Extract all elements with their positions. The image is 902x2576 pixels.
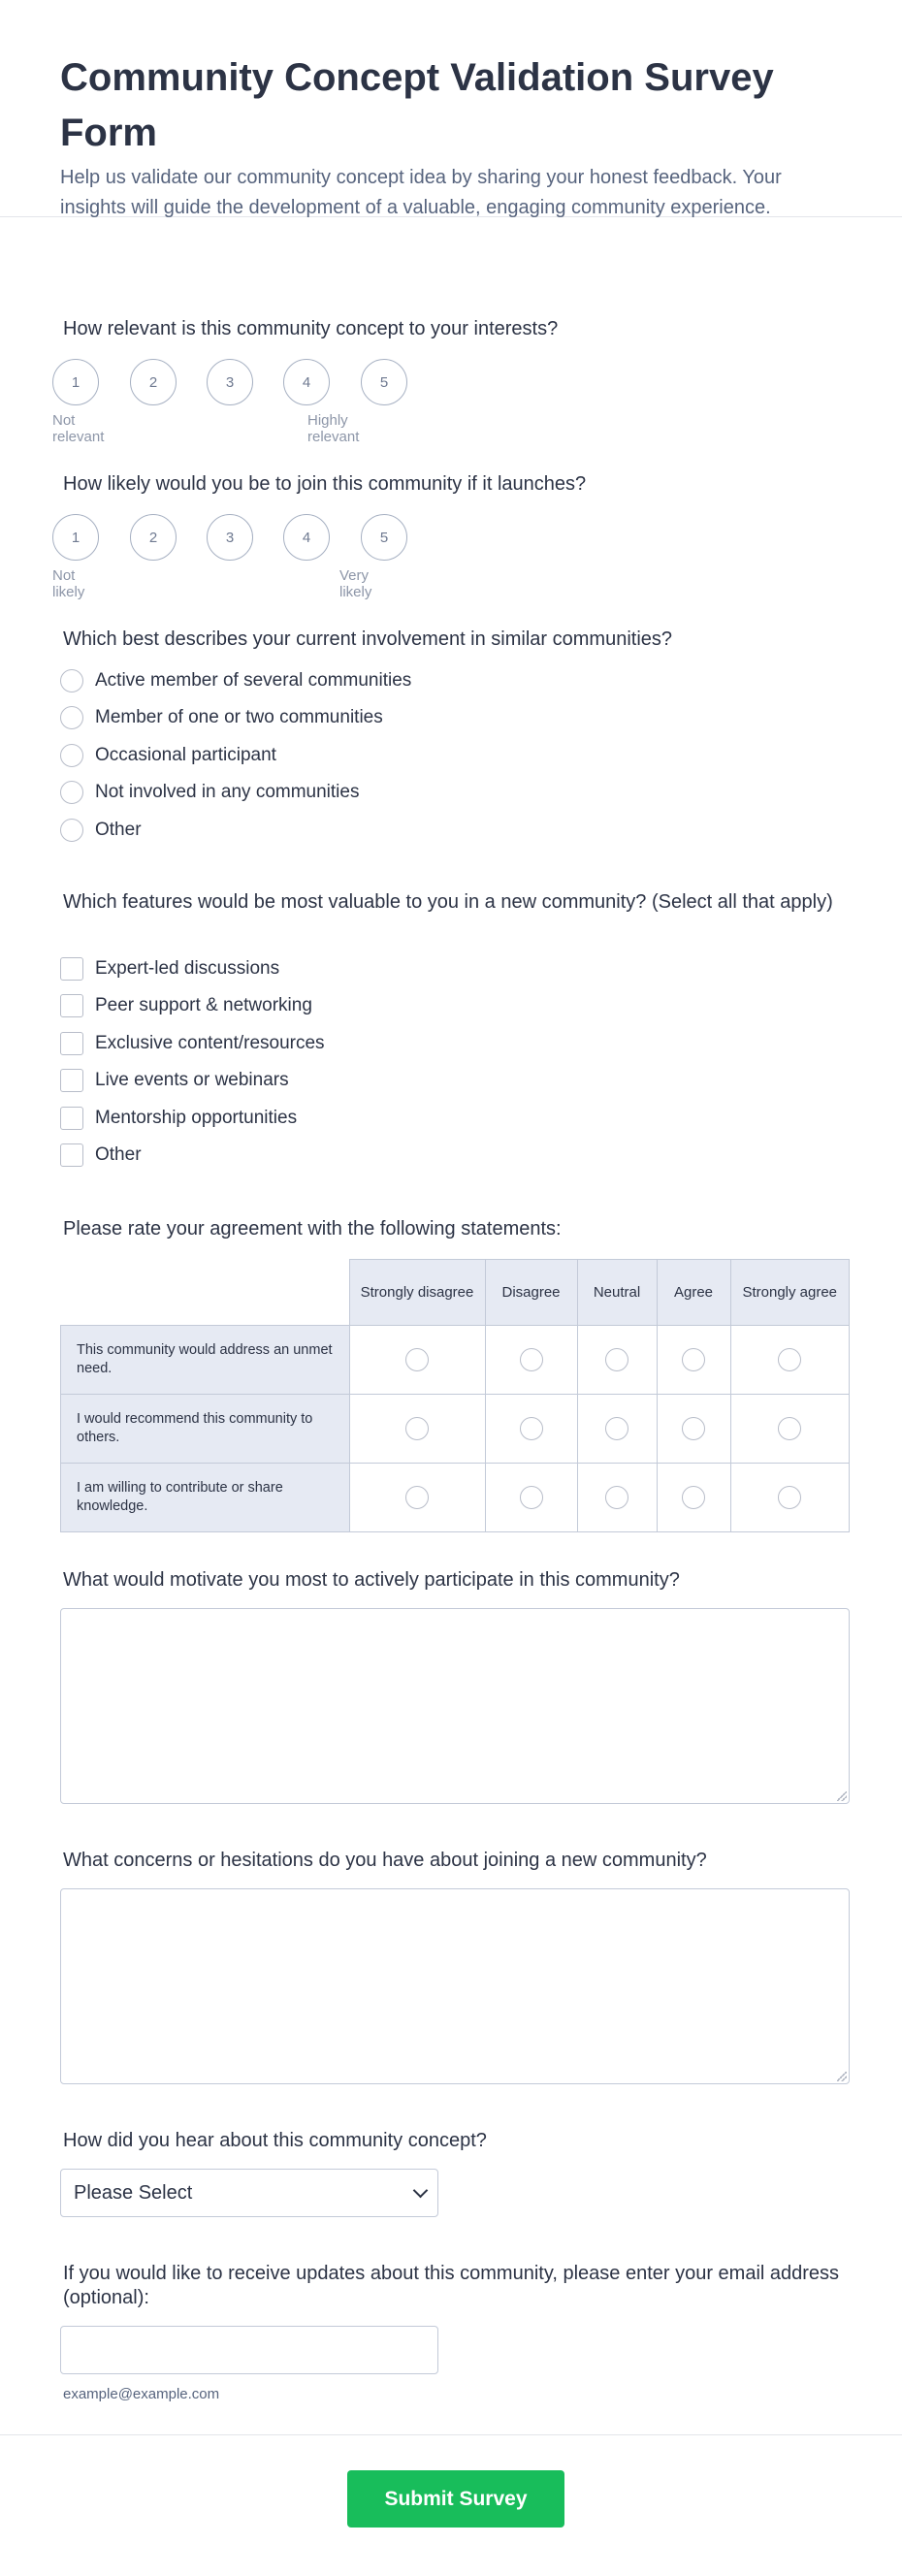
question-label: Which features would be most valuable to you in a new community? (Select all that apply) [63, 891, 833, 913]
matrix-row [61, 1395, 850, 1464]
matrix-radio[interactable] [605, 1417, 628, 1440]
option-label: Peer support & networking [95, 995, 312, 1015]
matrix-radio[interactable] [405, 1486, 429, 1509]
resize-grip-icon[interactable] [837, 2072, 847, 2081]
matrix-row-label: This community would address an unmet need. [61, 1326, 350, 1395]
option-label: Other [95, 1144, 142, 1165]
matrix-radio[interactable] [605, 1486, 628, 1509]
checkbox-option[interactable] [60, 955, 279, 982]
checkbox[interactable] [60, 957, 83, 981]
resize-grip-icon[interactable] [837, 1791, 847, 1801]
question-involvement [60, 628, 852, 652]
checkbox-option[interactable] [60, 1067, 289, 1094]
matrix-radio[interactable] [778, 1417, 801, 1440]
option-label: Expert-led discussions [95, 958, 280, 979]
option-label: Other [95, 820, 142, 840]
checkbox-option[interactable] [60, 1105, 297, 1132]
radio-button[interactable] [60, 819, 83, 842]
matrix-row-label: I would recommend this community to others. [61, 1395, 350, 1464]
matrix-row [61, 1464, 850, 1532]
question-label: How did you hear about this community concept? [63, 2130, 487, 2151]
matrix-corner [61, 1260, 350, 1326]
matrix-radio[interactable] [605, 1348, 628, 1371]
matrix-radio[interactable] [520, 1417, 543, 1440]
checkbox-option[interactable] [60, 992, 312, 1019]
matrix-column-header: Strongly agree [730, 1260, 850, 1326]
email-field[interactable] [60, 2326, 438, 2374]
concerns-textarea[interactable] [60, 1888, 850, 2084]
matrix-row-label: I am willing to contribute or share knowledge. [61, 1464, 350, 1532]
scale-option-1[interactable]: 1 [52, 514, 99, 561]
scale-option-2[interactable]: 2 [130, 514, 177, 561]
matrix-radio[interactable] [682, 1417, 705, 1440]
source-dropdown[interactable] [60, 2169, 438, 2217]
option-label: Not involved in any communities [95, 782, 360, 802]
checkbox-option[interactable] [60, 1030, 325, 1057]
checkbox[interactable] [60, 1069, 83, 1092]
radio-option[interactable] [60, 704, 383, 731]
radio-option[interactable] [60, 667, 411, 694]
question-label: What concerns or hesitations do you have about joining a new community? [63, 1850, 707, 1871]
option-label: Occasional participant [95, 745, 276, 765]
matrix-column-header: Neutral [577, 1260, 657, 1326]
scale-low-label: Not likely [52, 567, 85, 600]
matrix-radio[interactable] [682, 1486, 705, 1509]
radio-button[interactable] [60, 744, 83, 767]
matrix-radio[interactable] [405, 1417, 429, 1440]
scale-option-3[interactable]: 3 [207, 359, 253, 405]
checkbox[interactable] [60, 994, 83, 1017]
features-options [60, 955, 852, 1178]
option-label: Member of one or two communities [95, 707, 383, 727]
radio-option[interactable] [60, 817, 142, 844]
chevron-down-icon [413, 2183, 429, 2199]
matrix-radio[interactable] [682, 1348, 705, 1371]
checkbox[interactable] [60, 1032, 83, 1055]
matrix-radio[interactable] [778, 1486, 801, 1509]
matrix-radio[interactable] [520, 1486, 543, 1509]
question-label: Please rate your agreement with the following statements: [63, 1218, 562, 1240]
matrix-radio[interactable] [520, 1348, 543, 1371]
question-motivation [60, 1568, 852, 1593]
question-source [60, 2129, 852, 2153]
option-label: Live events or webinars [95, 1070, 289, 1090]
checkbox[interactable] [60, 1107, 83, 1130]
checkbox[interactable] [60, 1143, 83, 1167]
scale-high-label: Very likely [339, 567, 372, 600]
option-label: Active member of several communities [95, 670, 412, 691]
question-label: Which best describes your current involvement in similar communities? [63, 628, 673, 650]
option-label: Mentorship opportunities [95, 1108, 298, 1128]
form-title: Community Concept Validation Survey Form [60, 56, 774, 154]
scale-option-5[interactable]: 5 [361, 514, 407, 561]
option-label: Exclusive content/resources [95, 1033, 325, 1053]
matrix-row [61, 1326, 850, 1395]
question-email [60, 2262, 852, 2310]
scale-option-4[interactable]: 4 [283, 514, 330, 561]
matrix-radio[interactable] [778, 1348, 801, 1371]
question-agreement [60, 1217, 852, 1241]
radio-button[interactable] [60, 706, 83, 729]
scale-high-label: Highly relevant [307, 412, 360, 445]
question-likelihood [60, 472, 852, 497]
question-relevance [60, 317, 852, 341]
question-label: If you would like to receive updates about this community, please enter your email address (optional): [63, 2263, 840, 2308]
agreement-matrix [60, 1259, 850, 1532]
dropdown-value: Please Select [74, 2181, 193, 2204]
matrix-radio[interactable] [405, 1348, 429, 1371]
question-concerns [60, 1849, 852, 1873]
question-label: How relevant is this community concept to your interests? [63, 318, 559, 339]
question-features [60, 890, 852, 915]
question-label: What would motivate you most to actively participate in this community? [63, 1569, 680, 1591]
scale-low-label: Not relevant [52, 412, 105, 445]
scale-option-3[interactable]: 3 [207, 514, 253, 561]
question-label: How likely would you be to join this community if it launches? [63, 473, 587, 495]
involvement-options [60, 667, 852, 852]
matrix-column-header: Disagree [485, 1260, 577, 1326]
submit-button[interactable]: Submit Survey [347, 2470, 564, 2528]
matrix-header-row [61, 1260, 850, 1326]
radio-button[interactable] [60, 669, 83, 692]
motivation-textarea[interactable] [60, 1608, 850, 1804]
form-header [0, 0, 902, 217]
radio-button[interactable] [60, 781, 83, 804]
radio-option[interactable] [60, 742, 276, 769]
checkbox-option[interactable] [60, 1142, 142, 1169]
scale-option-2[interactable]: 2 [130, 359, 177, 405]
scale-option-1[interactable]: 1 [52, 359, 99, 405]
matrix-column-header: Strongly disagree [349, 1260, 485, 1326]
footer-divider [0, 2434, 902, 2435]
scale-option-5[interactable]: 5 [361, 359, 407, 405]
matrix-column-header: Agree [657, 1260, 730, 1326]
radio-option[interactable] [60, 779, 359, 806]
email-sublabel: example@example.com [63, 2386, 220, 2402]
form-subtitle: Help us validate our community concept idea by sharing your honest feedback. Your insights will guide the development of a valuable, engaging community experience. [60, 167, 782, 218]
scale-option-4[interactable]: 4 [283, 359, 330, 405]
